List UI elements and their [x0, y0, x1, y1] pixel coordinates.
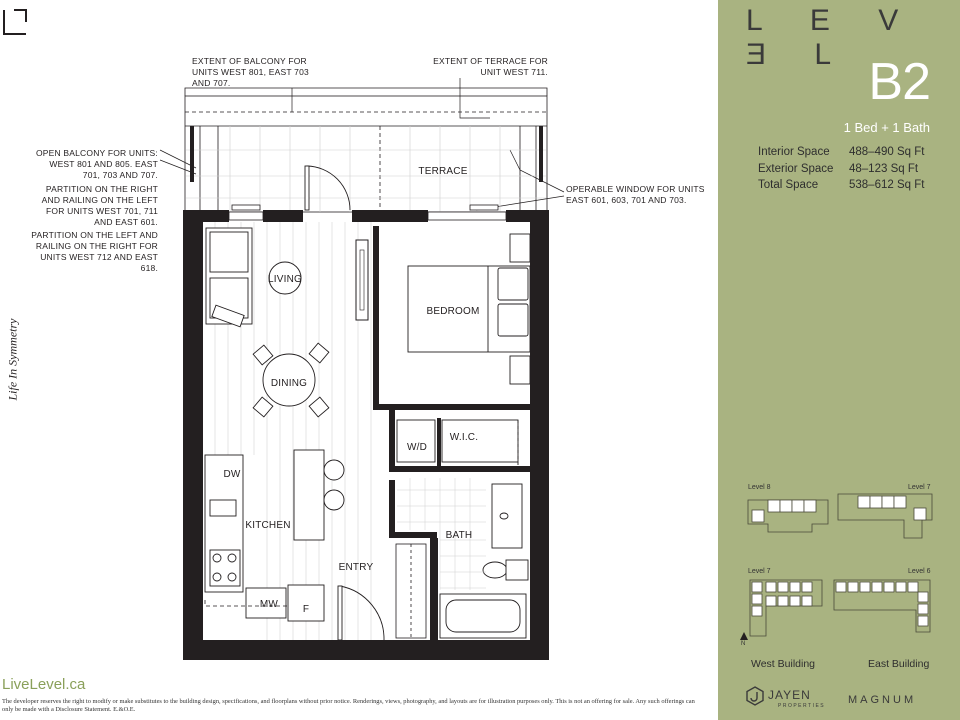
north-label: N: [741, 641, 746, 647]
room-label-mw: MW: [259, 599, 279, 610]
note-partition-left: PARTITION ON THE LEFT AND RAILING ON THE RIGHT FOR UNITS WEST 712 AND EAST 618.: [31, 230, 158, 273]
brand-wordmark: L E V Ǝ L: [746, 4, 919, 71]
keyplan-label-level7-east: Level 7: [908, 484, 931, 491]
spec-row: Interior Space 488–490 Sq Ft: [758, 146, 925, 158]
room-label-bedroom: BEDROOM: [426, 306, 480, 317]
note-operable-window: OPERABLE WINDOW FOR UNITS EAST 601, 603, 701 AND 703.: [566, 184, 705, 205]
unit-name: B2: [868, 53, 930, 111]
note-partition-right: PARTITION ON THE RIGHT AND RAILING ON THE LEFT FOR UNITS WEST 701, 711 AND EAST 601.: [41, 184, 158, 227]
room-label-kitchen: KITCHEN: [245, 520, 291, 531]
room-label-entry: ENTRY: [338, 562, 374, 573]
unit-specs: [758, 144, 924, 194]
east-building-label: East Building: [868, 658, 930, 670]
keyplan-label-level8: Level 8: [748, 484, 771, 491]
keyplan-label-level6: Level 6: [908, 568, 931, 575]
keyplan-drawing: [718, 480, 960, 660]
note-balcony-extent: EXTENT OF BALCONY FOR UNITS WEST 801, EAST 703 AND 707.: [192, 56, 309, 88]
info-panel: [718, 0, 960, 720]
spec-row: Total Space 538–612 Sq Ft: [758, 179, 925, 191]
tagline: Life In Symmetry: [5, 318, 20, 401]
note-open-balcony: OPEN BALCONY FOR UNITS: WEST 801 AND 805. EAST 701, 703 AND 707.: [35, 148, 158, 180]
room-label-wd: W/D: [406, 442, 428, 453]
room-label-dw: DW: [223, 469, 241, 480]
jayen-logo-sub: PROPERTIES: [778, 703, 826, 709]
note-terrace-extent: EXTENT OF TERRACE FOR UNIT WEST 711.: [433, 56, 548, 77]
room-label-terrace: TERRACE: [418, 166, 468, 177]
north-arrow-icon: [740, 632, 748, 640]
room-label-dining: DINING: [270, 378, 308, 389]
website-link[interactable]: LiveLevel.ca: [2, 676, 86, 693]
room-label-living: LIVING: [268, 274, 302, 285]
west-building-label: West Building: [751, 658, 816, 670]
room-label-bath: BATH: [445, 530, 473, 541]
magnum-logo-text: MAGNUM: [848, 694, 917, 706]
keyplan-label-level7-west: Level 7: [748, 568, 771, 575]
disclaimer-text: The developer reserves the right to modify or make substitutes to the building design, specifications, and floorplans without prior notice. Renderings, views, photography, and layouts are for illustration purposes only. This is not an offering for sale. Any such offerings can only be made with a Disclosure Statement. E.&O.E.: [2, 698, 695, 713]
room-label-fridge: F: [302, 604, 310, 615]
spec-row: Exterior Space 48–123 Sq Ft: [758, 162, 919, 175]
unit-beds-baths: 1 Bed + 1 Bath: [843, 120, 930, 135]
jayen-logo-icon: [746, 686, 764, 706]
room-label-wic: W.I.C.: [449, 432, 479, 443]
jayen-logo-text: JAYEN: [768, 688, 811, 702]
